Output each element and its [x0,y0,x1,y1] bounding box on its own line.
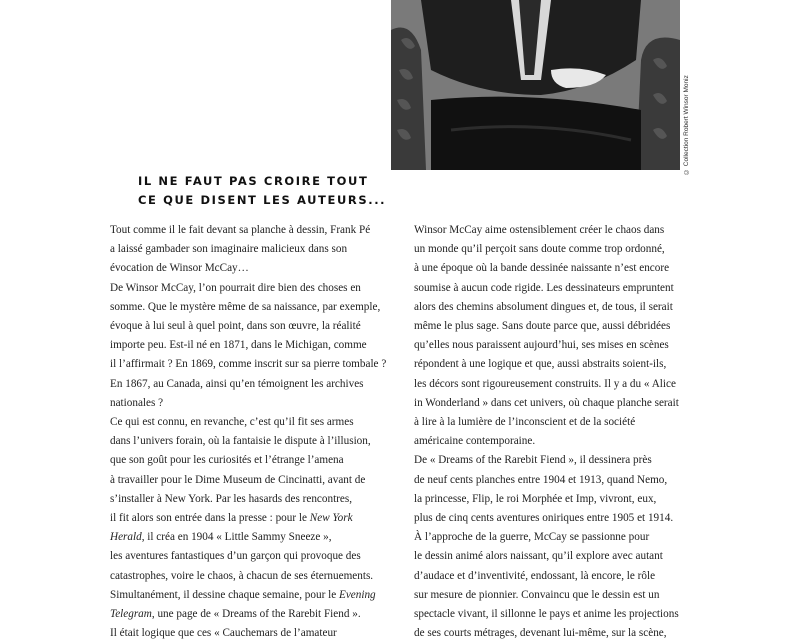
text-line: qu’elles nous paraissent aujourd’hui, ses mises en scènes [414,339,669,352]
text-line: évocation de Winsor McCay… [110,262,249,275]
text-line: les décors sont rigoureusement construits. Il y a du « Alice [414,377,676,390]
right-text-column [414,221,714,643]
portrait-photo [391,0,680,170]
text-line: nationales ? [110,396,164,409]
text-line: américaine contemporaine. [414,435,536,448]
text-line: plus de cinq cents aventures oniriques entre 1905 et 1914. [414,512,674,525]
text-line: Herald, il créa en 1904 « Little Sammy Sneeze », [110,531,332,544]
text-line: de ses courts métrages, devenant lui-même, sur la scène, [414,627,667,640]
text-line: importe peu. Est-il né en 1871, dans le Michigan, comme [110,339,367,352]
text-line: même le plus sage. Sans doute parce que, aussi débridées [414,320,671,333]
text-line: soumise à aucun code rigide. Les dessinateurs empruntent [414,281,674,294]
italic-title: Telegram [110,608,152,621]
left-text-column [110,221,395,643]
text-line: que son goût pour les curiosités et l’étrange l’amena [110,454,344,467]
text-line: le dessin animé alors naissant, qu’il explore avec autant [414,550,663,563]
text-line: Telegram, une page de « Dreams of the Rarebit Fiend ». [110,608,361,621]
text-line: à travailler pour le Dime Museum de Cincinatti, avant de [110,473,366,486]
text-line: Tout comme il le fait devant sa planche à dessin, Frank Pé [110,224,371,236]
section-heading [138,172,398,210]
text-line: Winsor McCay aime ostensiblement créer le chaos dans [414,224,665,236]
text-line: à une époque où la bande dessinée naissante n’est encore [414,262,670,275]
italic-title: Evening [338,588,376,601]
text-line: somme. Que le mystère même de sa naissance, par exemple, [110,300,381,313]
text-line: sur mesure de pionnier. Convaincu que le dessin est un [414,588,660,601]
text-line: les aventures fantastiques d’un garçon qui provoque des [110,550,361,563]
heading-line-1: IL NE FAUT PAS CROIRE TOUT [138,174,369,188]
text-line: de neuf cents planches entre 1904 et 1913, quand Nemo, [414,473,668,486]
text-line: alors des chemins absolument dingues et, de tous, il serait [414,300,673,313]
photo-credit: © Collection Robert Winsor Moniz [683,75,690,175]
text-line: la princesse, Flip, le roi Morphée et Imp, vivront, eux, [414,492,657,505]
italic-title: Herald [110,531,142,544]
text-line: catastrophes, voire le chaos, à chacun de ses éternuements. [110,569,374,582]
text-line: un monde qu’il perçoit sans doute comme trop ordonné, [414,243,665,256]
text-line: il fit alors son entrée dans la presse : pour le New York [110,512,353,525]
text-line: À l’approche de la guerre, McCay se passionne pour [414,531,650,544]
text-line: in Wonderland » dans cet univers, où chaque planche serait [414,396,679,409]
text-line: il l’affirmait ? En 1869, comme inscrit sur sa pierre tombale ? [110,358,387,371]
text-line: Simultanément, il dessine chaque semaine, pour le Evening [110,588,376,601]
text-line: d’audace et d’inventivité, endossant, là encore, le rôle [414,569,656,582]
italic-title: New York [309,512,353,525]
text-line: à lire à la lumière de l’inconscient et de la société [414,416,636,429]
text-line: s’installer à New York. Par les hasards des rencontres, [110,492,353,505]
text-line: spectacle vivant, il sillonne le pays et anime les projections [414,608,679,621]
text-line: a laissé gambader son imaginaire malicieux dans son [110,243,348,256]
heading-line-2: CE QUE DISENT LES AUTEURS... [138,193,387,207]
photo-illustration [391,0,680,170]
text-line: dans l’univers forain, où la fantaisie le dispute à l’illusion, [110,435,371,448]
text-line: De « Dreams of the Rarebit Fiend », il dessinera près [414,454,652,467]
text-line: Ce qui est connu, en revanche, c’est qu’il fit ses armes [110,416,354,429]
text-line: De Winsor McCay, l’on pourrait dire bien des choses en [110,281,361,294]
text-line: En 1867, au Canada, ainsi qu’en témoignent les archives [110,377,364,390]
text-line: Il était logique que ces « Cauchemars de l’amateur [110,627,337,640]
text-line: évoque à lui seul à quel point, dans son œuvre, la réalité [110,320,361,333]
text-line: répondent à une logique et que, aussi abstraits soient-ils, [414,358,667,371]
